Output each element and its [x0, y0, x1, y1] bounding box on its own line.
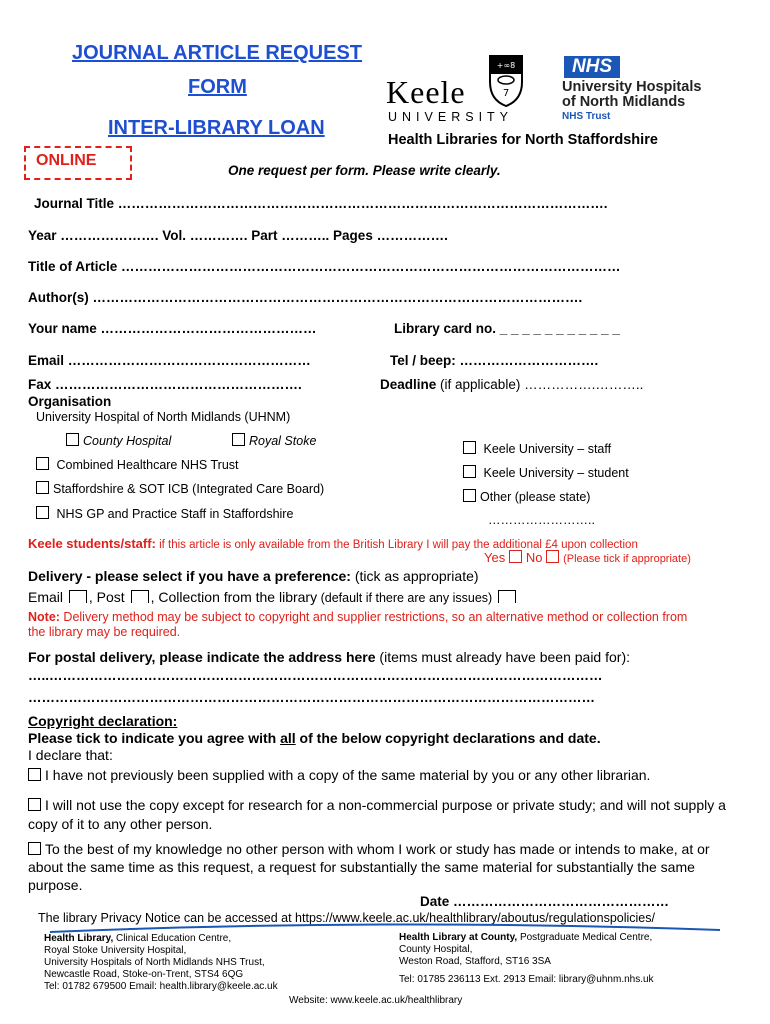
form-title-line2: FORM — [188, 76, 247, 98]
delivery-email-checkbox[interactable] — [69, 590, 87, 603]
uhnm-label: University Hospital of North Midlands (UHNM) — [36, 410, 291, 424]
county-hospital-label: County Hospital — [83, 434, 172, 448]
no-label: No — [525, 550, 543, 565]
nhs-gp-checkbox[interactable] — [36, 506, 49, 519]
delivery-note-label: Note: — [28, 610, 60, 624]
combined-healthcare-label: Combined Healthcare NHS Trust — [56, 458, 239, 472]
footer-left-heading: Health Library, — [44, 933, 114, 944]
footer-right-line4: Tel: 01785 236113 Ext. 2913 Email: library@uhnm.nhs.uk — [399, 974, 654, 985]
footer-left-address — [44, 933, 278, 993]
delivery-heading — [28, 568, 479, 584]
organisation-heading: Organisation — [28, 394, 112, 409]
postal-heading — [28, 649, 630, 665]
copyright-instruction-all: all — [280, 730, 296, 746]
royal-stoke-option[interactable] — [232, 433, 316, 448]
copyright-item-1-text: I have not previously been supplied with a copy of the same material by you or any other librarian. — [45, 767, 651, 783]
health-libraries-heading: Health Libraries for North Staffordshire — [388, 132, 658, 148]
svg-text:7: 7 — [502, 88, 510, 99]
delivery-heading-bold: Delivery - please select if you have a preference: — [28, 568, 351, 584]
keele-notice-text: if this article is only available from the British Library I will pay the additional £4 upon collection — [155, 539, 638, 551]
yes-no-tick — [484, 550, 691, 565]
yes-checkbox[interactable] — [509, 550, 522, 563]
keele-staff-checkbox[interactable] — [463, 441, 476, 454]
royal-stoke-checkbox[interactable] — [232, 433, 245, 446]
nhs-trust-label: NHS Trust — [562, 111, 611, 122]
postal-heading-rest: (items must already have been paid for): — [375, 649, 631, 665]
tel-field[interactable]: Tel / beep: …………………………. — [390, 353, 599, 368]
date-field[interactable]: Date ………………………………………… — [420, 894, 670, 909]
keele-logo-text: Keele — [386, 74, 466, 110]
postal-heading-bold: For postal delivery, please indicate the address here — [28, 649, 376, 665]
staffordshire-icb-label: Staffordshire & SOT ICB (Integrated Care Board) — [53, 482, 325, 496]
copyright-item-2-text: I will not use the copy except for research for a non-commercial purpose or private study; and will not supply a copy of it to any other person. — [28, 797, 726, 832]
keele-student-label: Keele University – student — [483, 466, 629, 480]
journal-title-field[interactable]: Journal Title ………………………………………………………………………………………………. — [34, 196, 608, 211]
other-label: Other (please state) — [480, 490, 591, 504]
delivery-heading-rest: (tick as appropriate) — [350, 568, 479, 584]
combined-healthcare-option[interactable] — [36, 457, 239, 472]
no-checkbox[interactable] — [546, 550, 559, 563]
keele-staff-label: Keele University – staff — [483, 442, 612, 456]
keele-student-option[interactable] — [463, 465, 629, 480]
fax-field[interactable]: Fax ………………………………………………. — [28, 377, 302, 392]
copyright-item-3 — [28, 840, 728, 894]
your-name-field[interactable]: Your name ………………………………………… — [28, 321, 317, 336]
privacy-notice[interactable]: The library Privacy Notice can be accessed at https://www.keele.ac.uk/healthlibrary/aboutus/regulationspolicies/ — [38, 911, 655, 925]
delivery-email-label: Email — [28, 589, 64, 605]
copyright-item-2-checkbox[interactable] — [28, 798, 41, 811]
tick-note: (Please tick if appropriate) — [563, 553, 691, 565]
yes-label: Yes — [484, 550, 506, 565]
county-hospital-checkbox[interactable] — [66, 433, 79, 446]
delivery-collection-checkbox[interactable] — [498, 590, 516, 603]
article-title-field[interactable]: Title of Article ………………………………………………………………………………………………… — [28, 259, 621, 274]
delivery-post-checkbox[interactable] — [131, 590, 149, 603]
copyright-instruction — [28, 730, 601, 746]
royal-stoke-label: Royal Stoke — [249, 434, 317, 448]
footer-left-line4: Newcastle Road, Stoke-on-Trent, STS4 6QG — [44, 969, 244, 980]
footer-left-line3: University Hospitals of North Midlands NHS Trust, — [44, 957, 265, 968]
combined-healthcare-checkbox[interactable] — [36, 457, 49, 470]
copyright-item-1-checkbox[interactable] — [28, 768, 41, 781]
delivery-options — [28, 589, 518, 605]
nhs-org-line2: of North Midlands — [562, 94, 686, 110]
copyright-instruction-b: of the below copyright declarations and date. — [295, 730, 601, 746]
footer-website[interactable]: Website: www.keele.ac.uk/healthlibrary — [289, 995, 463, 1006]
footer-right-line2: County Hospital, — [399, 944, 473, 955]
copyright-heading: Copyright declaration: — [28, 713, 178, 729]
year-vol-part-pages-field[interactable]: Year …………………. Vol. …………. Part ……….. Pages ……………. — [28, 228, 448, 243]
instruction-text: One request per form. Please write clearly. — [228, 163, 501, 178]
staffordshire-icb-checkbox[interactable] — [36, 481, 49, 494]
form-subtitle: INTER-LIBRARY LOAN — [108, 117, 325, 139]
postal-address-line2[interactable]: ……………………………………………………………………………………………………………… — [28, 690, 595, 705]
footer-left-line1: Clinical Education Centre, — [113, 933, 232, 944]
postal-address-line1[interactable]: …..…………………………………………………………………………………………………………… — [28, 668, 603, 683]
other-state-field[interactable]: …………………….. — [488, 513, 595, 527]
nhs-org-line1: University Hospitals — [562, 79, 702, 95]
other-option[interactable] — [463, 489, 590, 504]
footer-right-heading: Health Library at County, — [399, 932, 518, 943]
footer-left-line2: Royal Stoke University Hospital, — [44, 945, 187, 956]
keele-staff-option[interactable] — [463, 441, 611, 456]
declare-text: I declare that: — [28, 747, 113, 763]
delivery-note-text: Delivery method may be subject to copyright and supplier restrictions, so an alternative method or collection from the library may be required. — [28, 610, 688, 639]
nhs-gp-option[interactable] — [36, 506, 293, 521]
email-field[interactable]: Email ……………………………………………… — [28, 353, 311, 368]
keele-crest-icon — [486, 52, 526, 108]
keele-university-text: UNIVERSITY — [388, 110, 514, 124]
copyright-item-2 — [28, 796, 728, 834]
staffordshire-icb-option[interactable] — [36, 481, 324, 496]
delivery-collection-note: (default if there are any issues) — [317, 591, 493, 605]
footer-right-line1: Postgraduate Medical Centre, — [517, 932, 653, 943]
authors-field[interactable]: Author(s) ………………………………………………………………………………………………. — [28, 290, 583, 305]
nhs-logo: NHS — [564, 56, 620, 78]
county-hospital-option[interactable] — [66, 433, 171, 448]
delivery-note — [28, 610, 708, 640]
library-card-field[interactable]: Library card no. _ _ _ _ _ _ _ _ _ _ _ — [394, 321, 620, 336]
copyright-item-3-text: To the best of my knowledge no other person with whom I work or study has made or intends to make, at or about the same time as this request, a request for substantially the same material for substantially the same purpose. — [28, 841, 710, 893]
footer-left-line5: Tel: 01782 679500 Email: health.library@keele.ac.uk — [44, 981, 278, 992]
other-checkbox[interactable] — [463, 489, 476, 502]
deadline-label: Deadline — [380, 377, 437, 392]
delivery-collection-label: , Collection from the library — [150, 589, 318, 605]
keele-student-checkbox[interactable] — [463, 465, 476, 478]
online-badge: ONLINE — [36, 152, 97, 169]
form-title: JOURNAL ARTICLE REQUEST — [72, 42, 363, 64]
footer-right-address — [399, 932, 654, 986]
deadline-rest: (if applicable) …………….……….. — [436, 377, 644, 392]
nhs-gp-label: NHS GP and Practice Staff in Staffordshire — [56, 507, 294, 521]
copyright-instruction-a: Please tick to indicate you agree with — [28, 730, 281, 746]
delivery-post-label: , Post — [88, 589, 125, 605]
svg-text:+∞8: +∞8 — [496, 61, 516, 70]
copyright-item-1 — [28, 767, 650, 783]
deadline-field[interactable] — [380, 377, 643, 392]
keele-notice — [28, 536, 638, 551]
footer-right-line3: Weston Road, Stafford, ST16 3SA — [399, 956, 551, 967]
copyright-item-3-checkbox[interactable] — [28, 842, 41, 855]
keele-notice-label: Keele students/staff: — [28, 536, 156, 551]
